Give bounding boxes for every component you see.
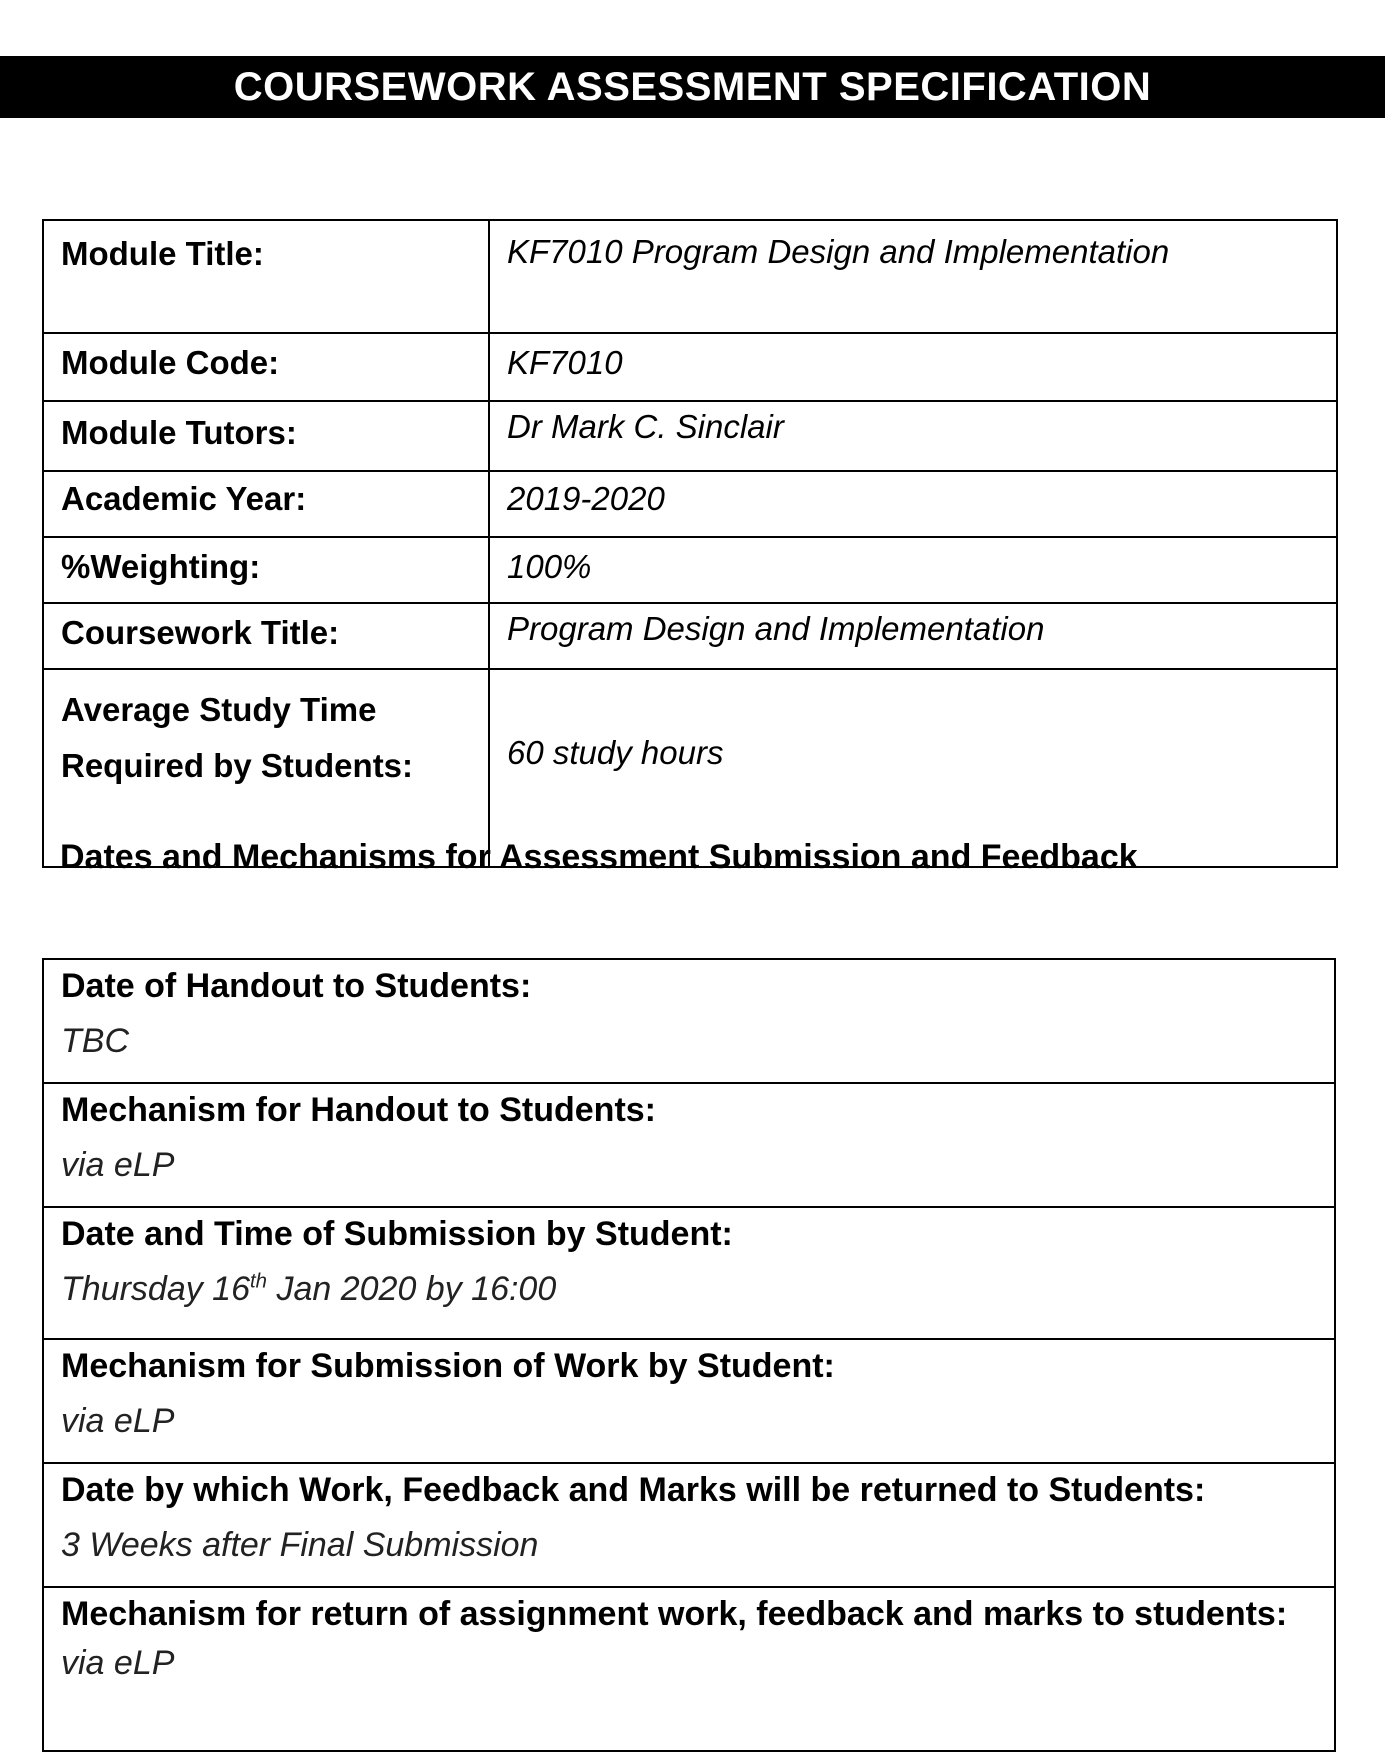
module-tutors-label: Module Tutors: bbox=[43, 401, 489, 471]
table-row bbox=[43, 537, 1337, 603]
submission-date-ordinal: th bbox=[250, 1270, 268, 1293]
handout-date-label: Date of Handout to Students: bbox=[61, 967, 532, 1005]
submission-date-label: Date and Time of Submission by Student: bbox=[61, 1215, 733, 1253]
submission-date-cell bbox=[43, 1207, 1335, 1339]
document-title-bar bbox=[0, 56, 1385, 118]
table-row bbox=[43, 1339, 1335, 1463]
table-row bbox=[43, 603, 1337, 669]
return-mechanism-label: Mechanism for return of assignment work, feedback and marks to students: bbox=[61, 1595, 1288, 1633]
submission-dates-table bbox=[42, 958, 1336, 1752]
handout-mechanism-value: via eLP bbox=[61, 1146, 175, 1184]
handout-date-cell bbox=[43, 959, 1335, 1083]
section-heading: Dates and Mechanisms for Assessment Submission and Feedback bbox=[60, 838, 1138, 876]
table-row bbox=[43, 471, 1337, 537]
weighting-value: 100% bbox=[489, 537, 1337, 603]
module-code-label: Module Code: bbox=[43, 333, 489, 401]
return-date-label: Date by which Work, Feedback and Marks will be returned to Students: bbox=[61, 1471, 1206, 1509]
module-details-table bbox=[42, 219, 1338, 868]
handout-date-value: TBC bbox=[61, 1022, 129, 1060]
module-code-value: KF7010 bbox=[489, 333, 1337, 401]
table-row bbox=[43, 1463, 1335, 1587]
table-row bbox=[43, 401, 1337, 471]
academic-year-value: 2019-2020 bbox=[489, 471, 1337, 537]
handout-mechanism-label: Mechanism for Handout to Students: bbox=[61, 1091, 656, 1129]
submission-date-prefix: Thursday 16 bbox=[61, 1270, 250, 1308]
return-date-value: 3 Weeks after Final Submission bbox=[61, 1526, 539, 1564]
return-date-cell bbox=[43, 1463, 1335, 1587]
table-row bbox=[43, 1207, 1335, 1339]
return-mechanism-cell bbox=[43, 1587, 1335, 1751]
study-time-label: Average Study Time Required by Students: bbox=[43, 669, 489, 867]
module-title-value: KF7010 Program Design and Implementation bbox=[489, 220, 1337, 333]
module-tutors-value: Dr Mark C. Sinclair bbox=[489, 401, 1337, 471]
weighting-label: %Weighting: bbox=[43, 537, 489, 603]
submission-mechanism-cell bbox=[43, 1339, 1335, 1463]
handout-mechanism-cell bbox=[43, 1083, 1335, 1207]
coursework-title-value: Program Design and Implementation bbox=[489, 603, 1337, 669]
table-row bbox=[43, 1083, 1335, 1207]
table-row bbox=[43, 333, 1337, 401]
submission-mechanism-label: Mechanism for Submission of Work by Student: bbox=[61, 1347, 835, 1385]
academic-year-label: Academic Year: bbox=[43, 471, 489, 537]
submission-date-value bbox=[61, 1270, 1317, 1309]
submission-date-suffix: Jan 2020 by 16:00 bbox=[267, 1270, 557, 1308]
study-time-value: 60 study hours bbox=[489, 669, 1337, 867]
table-row bbox=[43, 1587, 1335, 1751]
table-row bbox=[43, 959, 1335, 1083]
return-mechanism-value: via eLP bbox=[61, 1644, 175, 1682]
coursework-title-label: Coursework Title: bbox=[43, 603, 489, 669]
document-title: COURSEWORK ASSESSMENT SPECIFICATION bbox=[233, 64, 1152, 109]
submission-mechanism-value: via eLP bbox=[61, 1402, 175, 1440]
module-title-label: Module Title: bbox=[43, 220, 489, 333]
table-row bbox=[43, 220, 1337, 333]
